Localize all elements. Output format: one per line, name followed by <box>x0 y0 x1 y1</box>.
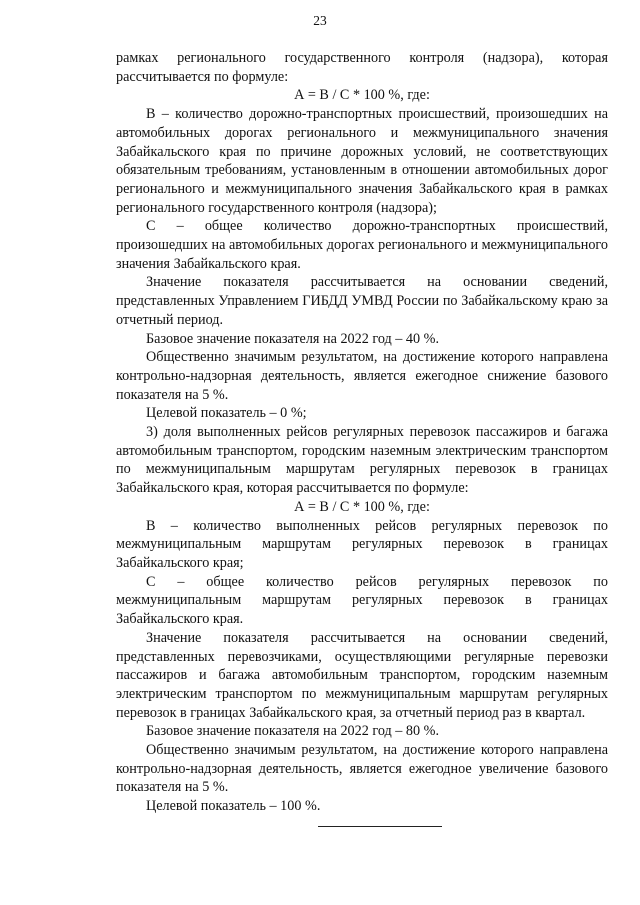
paragraph-intro: рамках регионального государственного контроля (надзора), которая рассчитывается по формуле: <box>116 50 608 85</box>
paragraph-base-value-2: Базовое значение показателя на 2022 год – 80 %. <box>146 723 440 740</box>
document-body <box>116 49 608 816</box>
paragraph-source-2: Значение показателя рассчитывается на основании сведений, представленных перевозчиками, осуществляющими регулярные перевозки пассажиров и багажа автомобильным транспортом, городским наземным электрическим транспортом по межмуниципальным маршрутам регулярных перевозок в границах Забайкальского края, за отчетный период раз в квартал. <box>116 629 608 721</box>
paragraph-result-2: Общественно значимым результатом, на достижение которого направлена контрольно-надзорная деятельность, является ежегодное увеличение базового показателя на 5 %. <box>116 742 608 796</box>
page-number: 23 <box>313 13 327 28</box>
paragraph-target-1: Целевой показатель – 0 %; <box>146 405 307 422</box>
paragraph-base-value-1: Базовое значение показателя на 2022 год – 40 %. <box>146 330 440 347</box>
paragraph-item-3: 3) доля выполненных рейсов регулярных перевозок пассажиров и багажа автомобильным транспортом, городским наземным электрическим транспортом по межмуниципальным маршрутам регулярных перевозок в границах Забайкальского края, которая рассчитывается по формуле: <box>116 424 608 497</box>
paragraph-b-definition-1: В – количество дорожно-транспортных происшествий, произошедших на автомобильных дорогах регионального и межмуниципального значения Забайкальского края по причине дорожных условий, не соответствующих обязательным требованиям, установленным в отношении автомобильных дорог регионального и межмуниципального значения Забайкальского края в рамках регионального государственного контроля (надзора); <box>116 106 608 216</box>
paragraph-source-1: Значение показателя рассчитывается на основании сведений, представленных Управлением ГИБДД УМВД России по Забайкальскому краю за отчетный период. <box>116 274 608 328</box>
paragraph-target-2: Целевой показатель – 100 %. <box>146 798 321 815</box>
end-rule-divider <box>318 826 442 827</box>
paragraph-c-definition-1: С – общее количество дорожно-транспортных происшествий, произошедших на автомобильных дорогах регионального и межмуниципального значения Забайкальского края. <box>116 218 608 272</box>
paragraph-b-definition-2: В – количество выполненных рейсов регулярных перевозок по межмуниципальным маршрутам регулярных перевозок в границах Забайкальского края; <box>116 517 608 571</box>
paragraph-result-1: Общественно значимым результатом, на достижение которого направлена контрольно-надзорная деятельность, является ежегодное снижение базового показателя на 5 %. <box>116 349 608 403</box>
formula-1: А = В / С * 100 %, где: <box>294 87 430 104</box>
formula-2: А = В / С * 100 %, где: <box>294 498 430 515</box>
paragraph-c-definition-2: С – общее количество рейсов регулярных перевозок по межмуниципальным маршрутам регулярных перевозок в границах Забайкальского края. <box>116 573 608 628</box>
